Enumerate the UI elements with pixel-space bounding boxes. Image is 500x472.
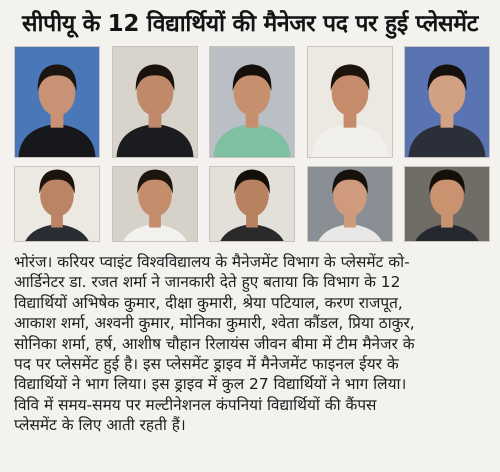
student-photo	[112, 46, 198, 158]
article-line: प्लेसमेंट के लिए आती रहती हैं।	[14, 416, 186, 435]
student-photo	[112, 166, 198, 242]
portrait-image	[210, 47, 294, 157]
student-photo	[209, 46, 295, 158]
student-photo	[404, 46, 490, 158]
article-line: आर्डिनेटर डा. रजत शर्मा ने जानकारी देते हुए बताया कि विभाग के 12	[14, 273, 401, 292]
photo-row-top	[14, 46, 490, 158]
portrait-image	[405, 167, 489, 241]
article-line: पद पर प्लेसमेंट हुई है। इस प्लेसमेंट ड्राइव में मैनेजमेंट फाइनल ईयर के	[14, 355, 399, 374]
student-photo	[404, 166, 490, 242]
article-line: आकाश शर्मा, अश्वनी कुमार, मोनिका कुमारी, श्वेता कौंडल, प्रिया ठाकुर,	[14, 314, 415, 333]
article-line: विद्यार्थियों ने भाग लिया। इस ड्राइव में कुल 27 विद्यार्थियों ने भाग लिया।	[14, 375, 407, 394]
article-line: सोनिका शर्मा, हर्ष, आशीष चौहान रिलायंस जीवन बीमा में टीम मैनेजर के	[14, 334, 415, 353]
portrait-image	[113, 47, 197, 157]
portrait-image	[113, 167, 197, 241]
student-photo	[14, 166, 100, 242]
article-body	[14, 252, 490, 436]
student-photo	[307, 46, 393, 158]
portrait-image	[405, 47, 489, 157]
student-photo	[14, 46, 100, 158]
portrait-image	[308, 47, 392, 157]
headline: सीपीयू के 12 विद्यार्थियों की मैनेजर पद पर हुई प्लेसमेंट	[21, 11, 479, 37]
portrait-image	[15, 167, 99, 241]
portrait-image	[308, 167, 392, 241]
student-photo	[209, 166, 295, 242]
article-line: विवि में समय-समय पर मल्टीनेशनल कंपनियां विद्यार्थियों की कैंपस	[14, 395, 377, 414]
portrait-image	[210, 167, 294, 241]
article-line: भोरंज। करियर प्वाइंट विश्वविद्यालय के मैनेजमेंट विभाग के प्लेसमेंट को-	[14, 253, 410, 271]
portrait-image	[15, 47, 99, 157]
article-line: विद्यार्थियों अभिषेक कुमार, दीक्षा कुमारी, श्रेया पटियाल, करण राजपूत,	[14, 293, 403, 312]
student-photo	[307, 166, 393, 242]
photo-row-bottom	[14, 166, 490, 242]
